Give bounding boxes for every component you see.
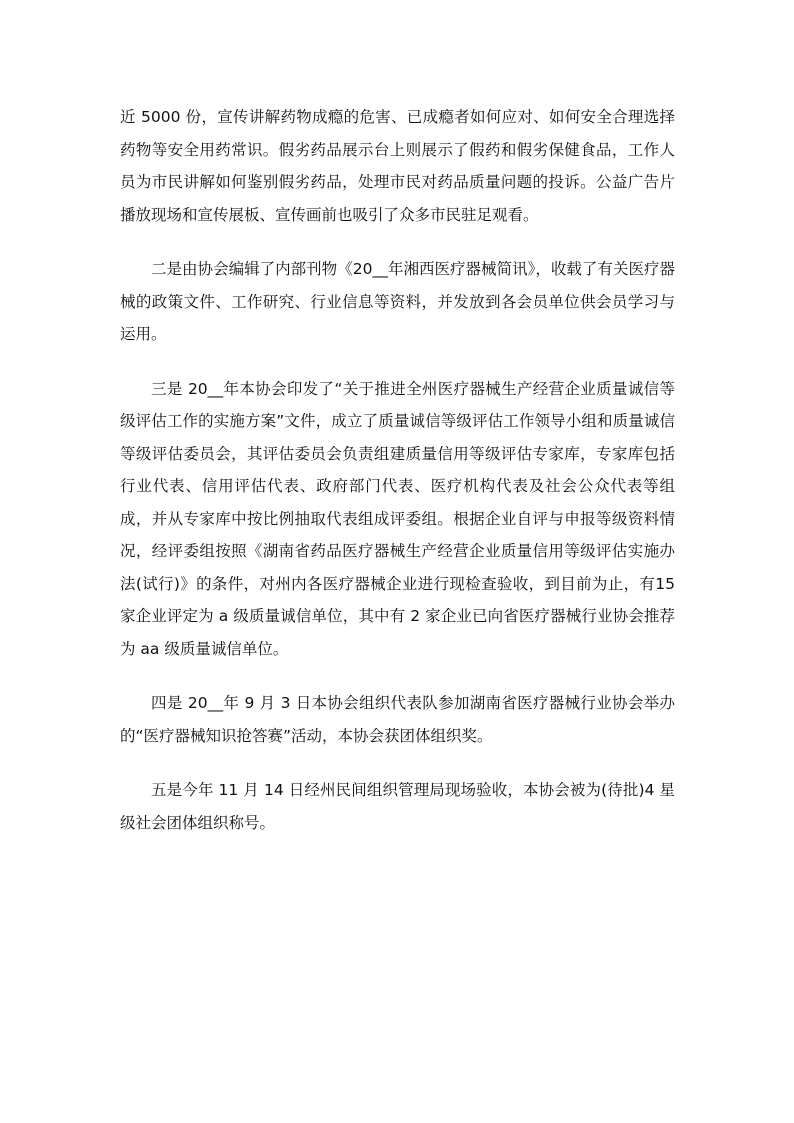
document-body: [120, 101, 675, 839]
paragraph-item-5: 五是今年 11 月 14 日经州民间组织管理局现场验收，本协会被为(待批)4 星级社会团体组织称号。: [120, 781, 675, 832]
paragraph-item-2: 二是由协会编辑了内部刊物《20__年湘西医疗器械简讯》，收载了有关医疗器械的政策文件、工作研究、行业信息等资料，并发放到各会员单位供会员学习与运用。: [120, 260, 675, 343]
paragraph-continuation: 近 5000 份，宣传讲解药物成瘾的危害、已成瘾者如何应对、如何安全合理选择药物等安全用药常识。假劣药品展示台上则展示了假药和假劣保健食品，工作人员为市民讲解如何鉴别假劣药品，处理市民对药品质量问题的投诉。公益广告片播放现场和宣传展板、宣传画前也吸引了众多市民驻足观看。: [120, 108, 675, 224]
paragraph-item-3: 三是 20__年本协会印发了“关于推进全州医疗器械生产经营企业质量诚信等级评估工作的实施方案”文件，成立了质量诚信等级评估工作领导小组和质量诚信等级评估委员会，其评估委员会负责组建质量信用等级评估专家库，专家库包括行业代表、信用评估代表、政府部门代表、医疗机构代表及社会公众代表等组成，并从专家库中按比例抽取代表组成评委组。根据企业自评与申报等级资料情况，经评委组按照《湖南省药品医疗器械生产经营企业质量信用等级评估实施办法(试行)》的条件，对州内各医疗器械企业进行现检查验收，到目前为止，有15 家企业评定为 a 级质量诚信单位，其中有 2 家企业已向省医疗器械行业协会推荐为 aa 级质量诚信单位。: [120, 379, 675, 658]
paragraph-item-4: 四是 20__年 9 月 3 日本协会组织代表队参加湖南省医疗器械行业协会举办的“医疗器械知识抢答赛”活动，本协会获团体组织奖。: [120, 694, 675, 745]
